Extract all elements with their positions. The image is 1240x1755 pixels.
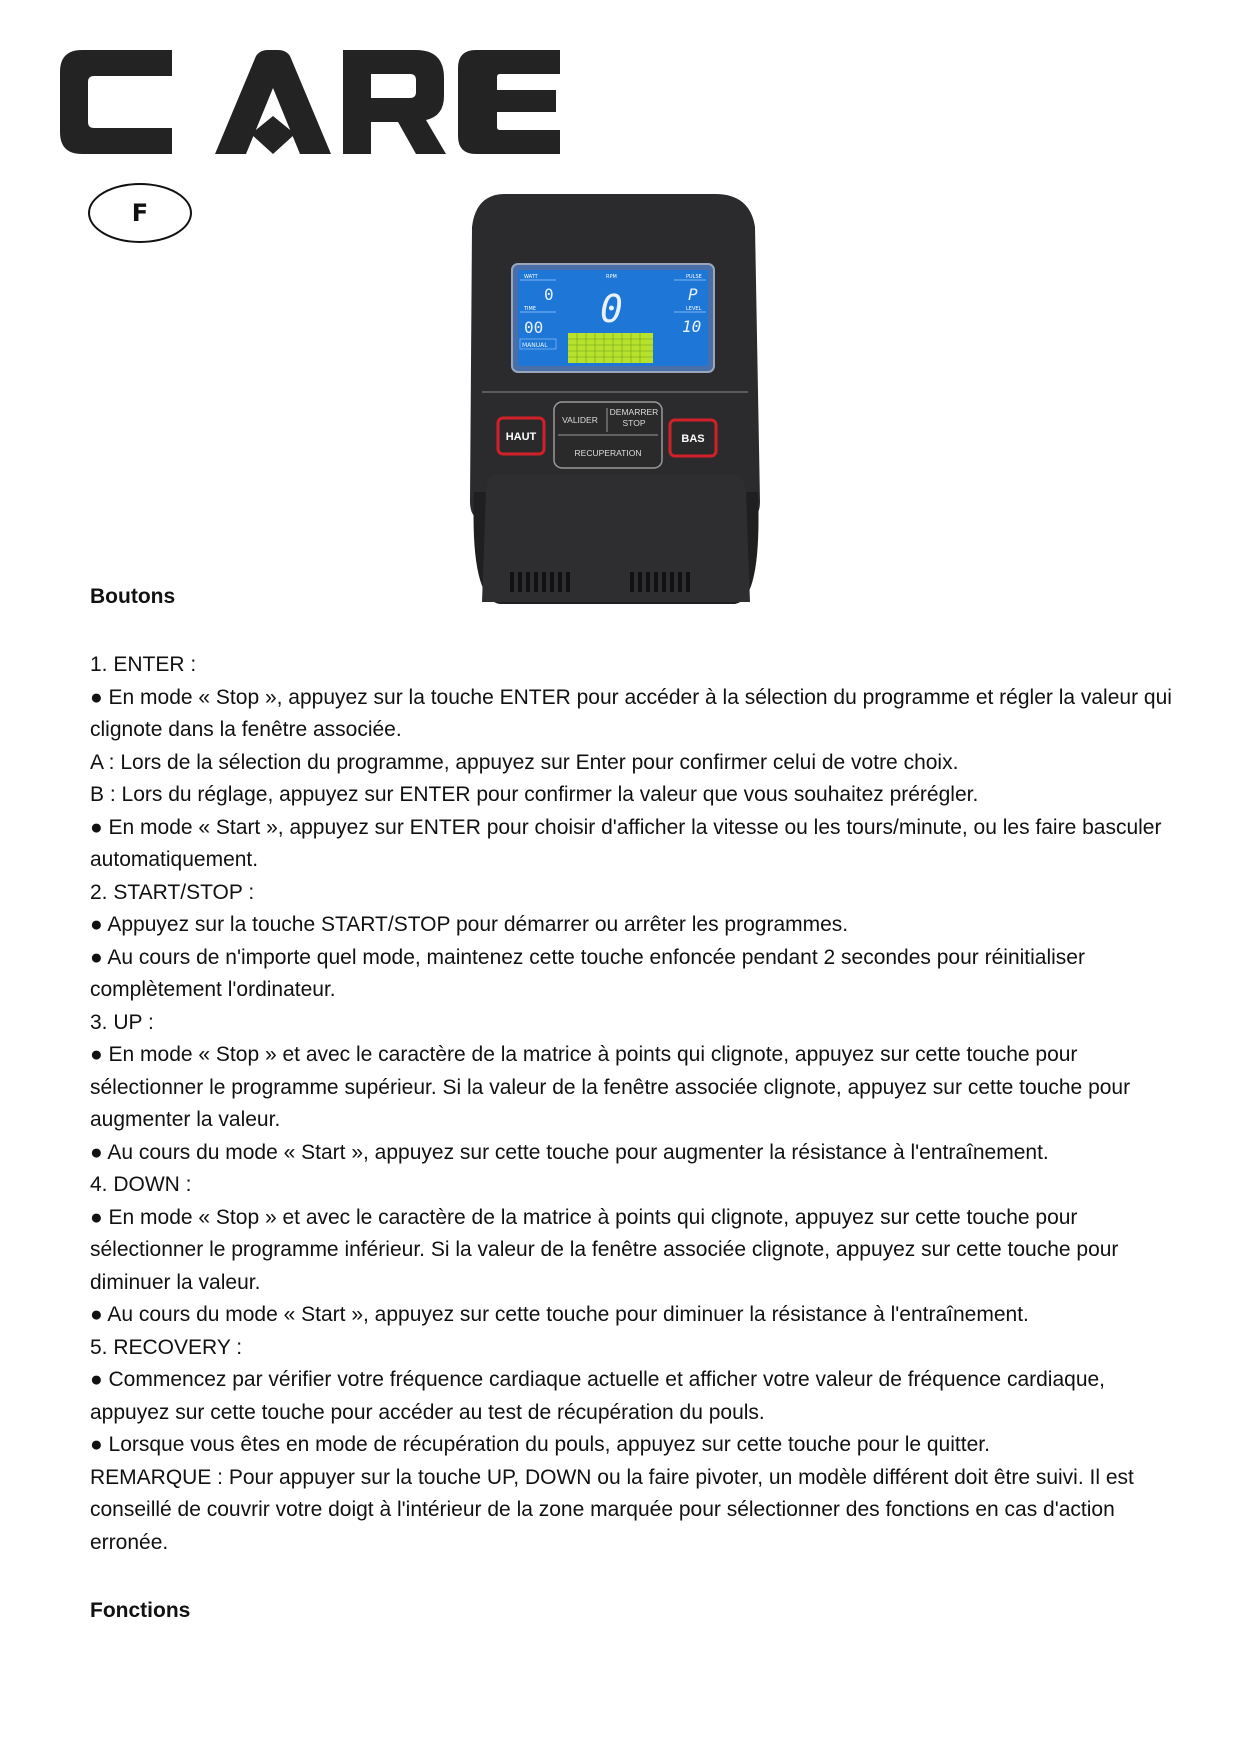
lcd-watt-value: 0 xyxy=(544,285,554,304)
paragraph: 2. START/STOP : xyxy=(90,880,255,904)
lcd-time-value: 00 xyxy=(524,318,544,337)
instructions-body xyxy=(90,649,1180,1559)
functions-heading: Fonctions xyxy=(90,1599,191,1622)
paragraph: ● Au cours du mode « Start », appuyez sur cette touche pour augmenter la résistance à l'entraînement. xyxy=(90,1140,1049,1164)
paragraph: B : Lors du réglage, appuyez sur ENTER pour confirmer la valeur que vous souhaitez prérégler. xyxy=(90,783,979,806)
demarrer-label: DEMARRER xyxy=(609,407,659,417)
valider-button-label: VALIDER xyxy=(562,415,598,425)
paragraph: ● En mode « Stop » et avec le caractère de la matrice à points qui clignote, appuyez sur cette touche pour sélectionner le programme supérieur. Si la valeur de la fenêtre associée clignote, appuyez sur cette touche pour augmenter la valeur. xyxy=(90,1043,1131,1131)
stop-label: STOP xyxy=(622,418,646,428)
paragraph: 4. DOWN : xyxy=(90,1173,192,1196)
lcd-label-level: LEVEL xyxy=(686,306,702,312)
paragraph: A : Lors de la sélection du programme, appuyez sur Enter pour confirmer celui de votre choix. xyxy=(90,750,959,774)
buttons-heading: Boutons xyxy=(90,585,176,608)
lcd-label-watt: WATT xyxy=(524,274,538,280)
haut-button-label: HAUT xyxy=(505,431,537,443)
recuperation-button-label: RECUPERATION xyxy=(574,448,642,458)
paragraph: REMARQUE : Pour appuyer sur la touche UP, DOWN ou la faire pivoter, un modèle différent doit être suivi. Il est conseillé de couvrir votre doigt à l'intérieur de la zone marquée pour sélectionner des fonctions en cas d'action erronée. xyxy=(90,1465,1134,1554)
console-image xyxy=(460,192,770,610)
lcd-rpm-value: 0 xyxy=(600,287,623,331)
lcd-level-value: 10 xyxy=(682,317,702,336)
lcd-label-time: TIME xyxy=(524,306,537,312)
paragraph: ● En mode « Start », appuyez sur ENTER pour choisir d'afficher la vitesse ou les tours/minute, ou les faire basculer automatiquement. xyxy=(90,815,1162,871)
paragraph: 1. ENTER : xyxy=(90,653,197,676)
care-logo xyxy=(60,50,560,154)
paragraph: 5. RECOVERY : xyxy=(90,1335,243,1359)
paragraph: ● Au cours du mode « Start », appuyez sur cette touche pour diminuer la résistance à l'entraînement. xyxy=(90,1303,1029,1326)
lcd-pulse-value: P xyxy=(688,285,698,304)
paragraph: ● Appuyez sur la touche START/STOP pour démarrer ou arrêter les programmes. xyxy=(90,913,849,936)
bas-button-label: BAS xyxy=(681,433,705,445)
language-badge: F xyxy=(88,183,192,243)
lcd-label-rpm: RPM xyxy=(606,274,617,280)
paragraph: 3. UP : xyxy=(90,1010,154,1034)
lcd-label-pulse: PULSE xyxy=(686,274,702,280)
paragraph: ● Au cours de n'importe quel mode, maintenez cette touche enfoncée pendant 2 secondes pour réinitialiser complètement l'ordinateur. xyxy=(90,945,1085,1001)
lcd-program-label: MANUAL xyxy=(522,342,548,349)
paragraph: ● En mode « Stop », appuyez sur la touche ENTER pour accéder à la sélection du programme et régler la valeur qui clignote dans la fenêtre associée. xyxy=(90,685,1172,741)
paragraph: ● Lorsque vous êtes en mode de récupération du pouls, appuyez sur cette touche pour le quitter. xyxy=(90,1433,990,1456)
paragraph: ● Commencez par vérifier votre fréquence cardiaque actuelle et afficher votre valeur de fréquence cardiaque, appuyez sur cette touche pour accéder au test de récupération du pouls. xyxy=(90,1368,1106,1424)
paragraph: ● En mode « Stop » et avec le caractère de la matrice à points qui clignote, appuyez sur cette touche pour sélectionner le programme inférieur. Si la valeur de la fenêtre associée clignote, appuyez sur cette touche pour diminuer la valeur. xyxy=(90,1205,1119,1294)
